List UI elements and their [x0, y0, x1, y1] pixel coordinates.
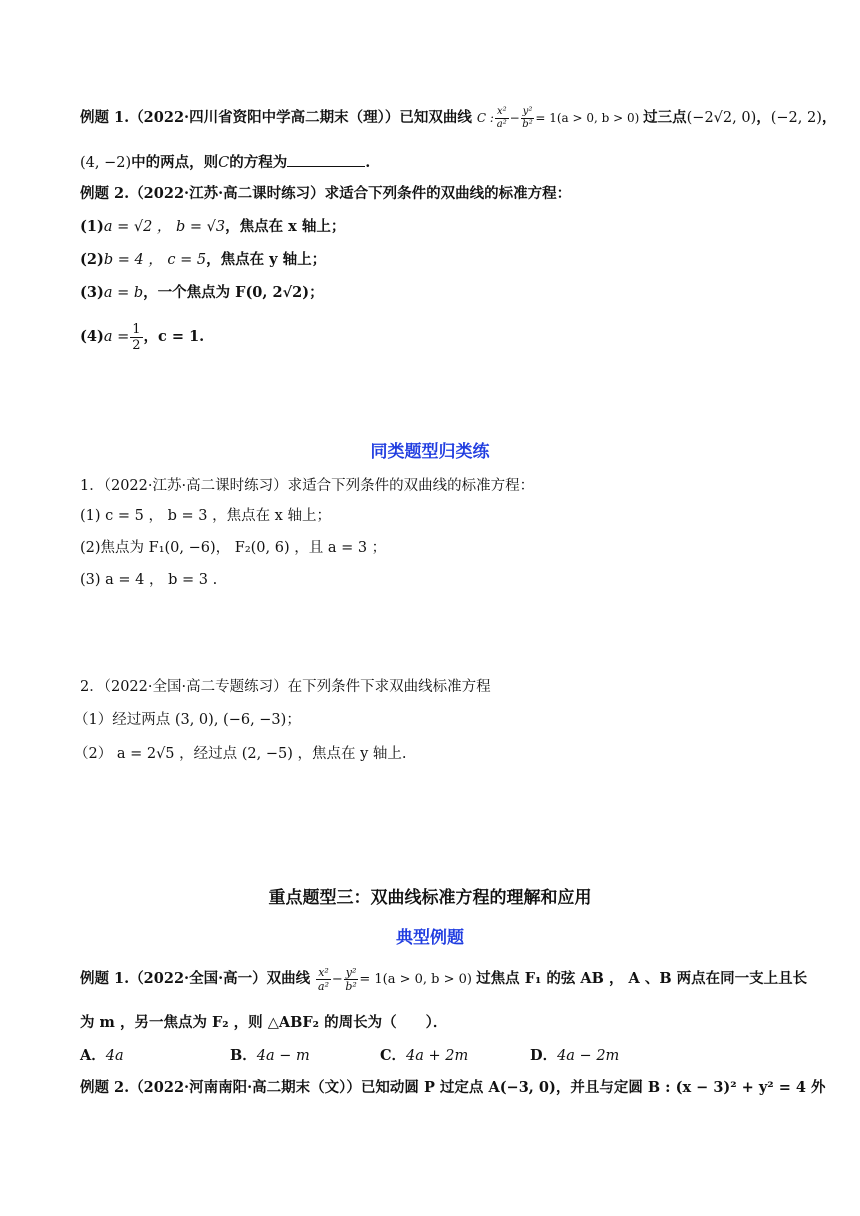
frac-b2: b² — [345, 980, 357, 993]
example1b-tail: 过焦点 F₁ 的弦 AB ， A 、B 两点在同一支上且长 — [476, 970, 808, 987]
example2b-text: 已知动圆 P 过定点 A(−3, 0)，并且与定圆 B : (x − 3)² + y² = 4 外 — [360, 1079, 826, 1096]
item-text: ，c = 1. — [143, 328, 205, 345]
item-num: (1) — [80, 218, 104, 235]
half-num: 1 — [132, 321, 141, 337]
point-3: (4, −2) — [80, 155, 132, 171]
item-math: a = √2 ， b = √3 — [103, 219, 226, 235]
pass-text: 过三点 — [643, 109, 687, 126]
frac-y2: y² — [522, 106, 533, 117]
item-num: (4) — [80, 328, 104, 345]
q1-stem: 1．（2022·江苏·高二课时练习）求适合下列条件的双曲线的标准方程： — [80, 478, 535, 494]
example1b-line1 — [80, 967, 807, 992]
example1b-stem: 双曲线 — [266, 970, 311, 987]
item-text: ，焦点在 x 轴上； — [225, 218, 346, 235]
hyperbola-equation-b: $\frac{\text{x²}}{\text{a²}}$ − $\frac{\text{y²}}{\text{b²}}$ = 1(a > 0, b > 0) — [318, 966, 472, 993]
item-text: ，焦点在 y 轴上； — [206, 251, 327, 268]
option-c — [380, 1045, 530, 1067]
option-d — [530, 1045, 680, 1067]
option-value: 4a − 2m — [557, 1048, 620, 1064]
option-label: C． — [380, 1047, 407, 1064]
frac-x2: x² — [496, 106, 507, 117]
example2-item-2 — [80, 249, 326, 271]
option-value: 4a — [105, 1048, 124, 1064]
example2b-source: （2022·河南南阳·高二期末（文）） — [129, 1079, 361, 1096]
q1-item-2: (2)焦点为 F₁(0, −6)， F₂(0, 6) ，且 a = 3 ； — [80, 540, 387, 556]
equation-rhs: = 1(a > 0, b > 0) — [359, 972, 472, 987]
example1b-line2: 为 m ，另一焦点为 F₂ ，则 △ABF₂ 的周长为（ ）． — [80, 1014, 448, 1031]
example2-item-1 — [80, 216, 345, 238]
equation-lhs: C : — [476, 111, 494, 125]
tail-text: 的方程为 — [229, 154, 288, 171]
example1-line1: 例题 1.（2022·四川省资阳中学高二期末（理））已知双曲线 C : $\frac{\text{x²}}{\text{a²}}$ − $\frac{\text{y²}}{\text{b²}}$ = 1(a > 0, b > 0) 过三点(−2√2, 0)，(−2, 2)， — [80, 106, 837, 130]
point-2: (−2, 2) — [770, 110, 822, 126]
answer-blank — [287, 152, 365, 167]
option-value: 4a + 2m — [406, 1048, 469, 1064]
frac-y2: y² — [345, 966, 357, 979]
q1-item-3: (3) a = 4 ， b = 3 . — [80, 572, 218, 588]
section-title-key-type: 重点题型三：双曲线标准方程的理解和应用 — [268, 888, 592, 908]
equation-rhs: = 1(a > 0, b > 0) — [535, 111, 640, 125]
item-math: b = 4 ， c = 5 — [103, 252, 207, 268]
example1-label: 例题 1. — [80, 109, 130, 126]
var-c: C — [218, 155, 230, 171]
q1-item-1: (1) c = 5 ， b = 3 ，焦点在 x 轴上； — [80, 508, 331, 524]
hyperbola-equation: C : $\frac{\text{x²}}{\text{a²}}$ − $\frac{\text{y²}}{\text{b²}}$ = 1(a > 0, b > 0) — [476, 106, 640, 130]
example2-item-3 — [80, 282, 324, 304]
section-title-practice: 同类题型归类练 — [370, 442, 490, 462]
example2-item-4 — [80, 322, 204, 352]
q2-item-2: （2） a = 2√5 ，经过点 (2, −5) ，焦点在 y 轴上. — [74, 746, 407, 762]
frac-a2: a² — [318, 980, 329, 993]
item-text: ，一个焦点为 F(0, 2√2)； — [143, 284, 324, 301]
end-period: . — [365, 154, 371, 171]
example1-line2 — [80, 152, 370, 174]
q2-item-1: （1）经过两点 (3, 0), (−6, −3)； — [74, 712, 301, 728]
example2-label: 例题 2. — [80, 185, 130, 202]
item-math: a = — [103, 329, 130, 345]
option-label: D． — [530, 1047, 558, 1064]
example2b-label: 例题 2. — [80, 1079, 130, 1096]
item-math: a = b — [103, 285, 144, 301]
point-1: (−2√2, 0) — [686, 110, 757, 126]
example1-stem: 已知双曲线 — [399, 109, 472, 126]
option-label: A． — [80, 1047, 106, 1064]
half-den: 2 — [132, 337, 141, 353]
frac-x2: x² — [318, 966, 329, 979]
example1b-options — [80, 1045, 680, 1067]
option-a — [80, 1045, 230, 1067]
mid-text: 中的两点，则 — [131, 154, 219, 171]
item-num: (2) — [80, 251, 104, 268]
example2-stem: 求适合下列条件的双曲线的标准方程： — [324, 185, 572, 202]
section-title-examples: 典型例题 — [396, 928, 464, 948]
example2-line — [80, 183, 571, 205]
option-b — [230, 1045, 380, 1067]
example2b-line — [80, 1077, 826, 1099]
option-label: B． — [230, 1047, 257, 1064]
example1-source: （2022·四川省资阳中学高二期末（理）） — [129, 109, 400, 126]
item-num: (3) — [80, 284, 104, 301]
frac-a2: a² — [496, 119, 507, 130]
q2-stem: 2．（2022·全国·高二专题练习）在下列条件下求双曲线标准方程 — [80, 679, 491, 695]
example1b-source: （2022·全国·高一） — [129, 970, 267, 987]
frac-b2: b² — [522, 119, 533, 130]
example2-source: （2022·江苏·高二课时练习） — [129, 185, 325, 202]
option-value: 4a − m — [256, 1048, 310, 1064]
example1b-label: 例题 1. — [80, 970, 130, 987]
